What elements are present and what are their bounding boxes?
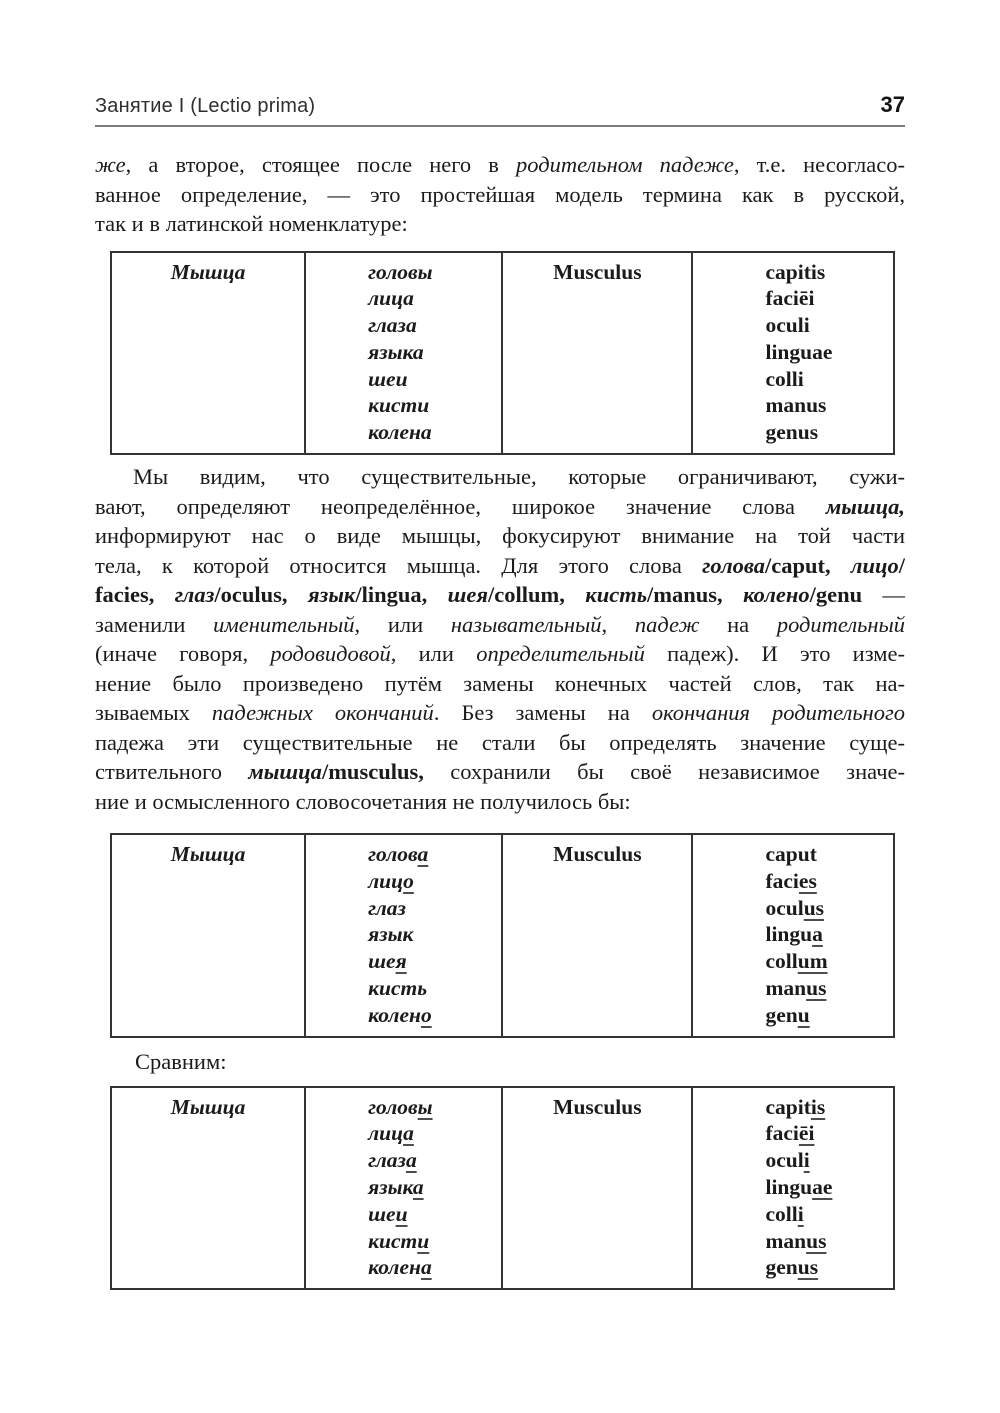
text-segment: падежных окончаний [211,700,434,726]
latin-words-cell [691,835,892,1036]
term-word [765,948,892,975]
text-segment: , [601,611,635,637]
latin-words-cell [691,253,892,454]
term-word [368,259,501,286]
text-segment: определительный [476,641,645,667]
text-segment: , т.е. несогласо- [733,152,905,177]
word-stem: кист [368,1228,418,1253]
term-word [765,1120,892,1147]
term-word [368,1120,501,1147]
term-word [368,1147,501,1174]
column-header: Мышца [170,259,246,284]
word-stem: faci [765,868,799,893]
text-segment: на [699,611,777,637]
text-segment: ние и осмысленного словосочетания не получилось бы: [95,788,631,814]
text-line [95,610,905,640]
term-word [368,1094,501,1121]
text-segment: , или [354,611,451,637]
term-word [368,285,501,312]
text-segment: информируют нас о виде мышцы, фокусируют внимание на той части [95,523,905,549]
text-line [95,551,905,581]
word-stem: lingu [765,922,813,947]
word-stem: шеи [368,366,408,391]
word-ending-underlined: а [412,1175,424,1200]
text-segment: /genu [809,582,863,608]
text-line [95,462,905,492]
text-segment: родительный [776,611,906,637]
term-word [765,895,892,922]
term-word [368,419,501,446]
russian-words-cell [304,253,503,454]
term-word [765,259,892,286]
word-ending-underlined: о [403,868,414,893]
term-word [368,339,501,366]
term-word [765,1094,892,1121]
page-number: 37 [880,92,905,117]
text-segment: /oculus, [214,582,288,608]
term-word [765,285,892,312]
text-segment: сохранили бы своё независимое значе- [423,759,905,785]
text-segment: шея [447,582,488,608]
text-segment [831,553,851,578]
word-ending-underlined: а [405,1148,417,1173]
word-stem: coll [765,1201,798,1226]
text-line [95,521,905,551]
text-line [95,757,905,787]
word-ending-underlined: us [806,1228,827,1253]
word-stem: faciēi [765,286,815,311]
word-stem: ocul [765,1148,804,1173]
term-word [765,312,892,339]
term-word [765,1174,892,1201]
word-stem: колен [368,1255,421,1280]
word-stem: ше [368,949,396,974]
word-ending-underlined: и [395,1201,408,1226]
word-stem: coll [765,949,798,974]
column-header: Musculus [553,259,642,284]
word-stem: manus [765,393,827,418]
term-word [765,366,892,393]
text-segment: так и в латинской номенклатуре: [95,211,408,236]
text-segment: падеж [634,611,700,637]
text-segment: зываемых [95,700,212,726]
word-ending-underlined: us [803,895,825,920]
word-stem: man [765,976,807,1001]
word-stem: глаза [368,313,417,338]
text-segment: лицо [850,552,899,578]
text-line [95,209,905,239]
text-segment: заменили [95,611,214,637]
word-stem: gen [765,1002,798,1027]
text-line [95,698,905,728]
russian-words-cell [304,1088,503,1289]
word-stem: caput [765,842,817,867]
word-stem: faci [765,1121,799,1146]
word-ending-underlined: a [812,922,823,947]
word-ending-underlined: um [797,949,828,974]
column-header: Musculus [553,1094,642,1119]
text-segment: падеж). И это изме- [644,641,906,667]
term-word [765,868,892,895]
term-word [368,392,501,419]
word-stem: linguae [765,339,833,364]
word-ending-underlined: ae [812,1175,833,1200]
word-ending-underlined: я [395,949,407,974]
term-word [765,419,892,446]
word-stem: ocul [765,895,804,920]
table-nominative-terms [110,833,895,1038]
text-segment: мышца [248,759,322,785]
word-stem: язык [368,922,414,947]
text-segment [288,582,308,607]
text-segment [427,582,447,607]
word-stem: capitis [765,259,826,284]
text-line [95,669,905,699]
term-word [765,392,892,419]
term-word [368,841,501,868]
word-ending-underlined: ы [417,1094,433,1119]
word-stem: головы [368,259,433,284]
text-segment: именительный [213,611,355,637]
text-segment [154,582,174,607]
term-word [765,1002,892,1029]
russian-header-cell [112,835,304,1036]
word-ending-underlined: i [803,1148,810,1173]
paragraph-intro [95,150,905,239]
word-stem: capit [765,1094,811,1119]
page-header [95,92,905,127]
text-segment: падежа эти существительные не стали бы определять значение суще- [95,729,905,755]
word-ending-underlined: ēi [798,1121,815,1146]
latin-header-cell [503,253,691,454]
word-stem: глаз [368,1148,406,1173]
text-line [95,150,905,180]
text-segment: же [95,152,126,177]
text-segment: вают, определяют неопределённое, широкое значение слова [95,493,826,519]
column-header: Мышца [170,1094,246,1119]
term-word [368,1228,501,1255]
term-word [368,312,501,339]
word-stem: языка [368,339,424,364]
text-segment: /musculus, [321,759,424,785]
word-ending-underlined: и [417,1228,430,1253]
term-word [765,841,892,868]
russian-words-cell [304,835,503,1036]
word-stem: lingu [765,1175,813,1200]
word-ending-underlined: а [403,1121,414,1146]
text-segment: . Без замены на [433,700,652,726]
running-title: Занятие I (Lectio prima) [95,95,316,117]
term-word [765,1147,892,1174]
term-word [765,339,892,366]
text-segment: тела, к которой относится мышца. Для этого слова [95,552,703,578]
word-stem: лица [368,286,414,311]
text-line [95,728,905,758]
word-ending-underlined: о [420,1002,432,1027]
text-line [95,492,905,522]
word-ending-underlined: es [798,868,817,893]
text-segment: родовидовой [270,641,391,667]
text-segment: ванное определение, — это простейшая модель термина как в русской, [95,181,905,207]
word-stem: глаз [368,895,406,920]
latin-header-cell [503,1088,691,1289]
term-word [765,1228,892,1255]
russian-header-cell [112,1088,304,1289]
text-segment: глаз [174,582,215,608]
text-segment: facies, [95,582,155,608]
compare-label: Сравним: [135,1048,227,1074]
word-stem: колена [368,420,432,445]
text-line [95,180,905,210]
word-ending-underlined: а [417,842,429,867]
word-stem: кисти [368,393,430,418]
term-word [368,868,501,895]
text-segment: /lingua, [355,582,428,608]
text-segment: окончания родительного [651,700,906,726]
word-stem: ше [368,1201,396,1226]
term-word [765,1254,892,1281]
paragraph-main [95,462,905,816]
text-segment: колено [743,582,810,608]
russian-header-cell [112,253,304,454]
text-segment: родительном падеже [516,152,734,177]
text-segment: язык [307,582,356,608]
text-segment: мышца, [825,493,905,519]
text-line [95,787,905,817]
term-word [368,975,501,1002]
word-stem: лиц [368,868,404,893]
text-segment: /caput, [765,552,831,578]
term-word [368,1201,501,1228]
term-word [368,948,501,975]
text-segment [723,582,743,607]
text-segment: / [898,552,906,578]
word-ending-underlined: а [420,1255,432,1280]
word-stem: кисть [368,976,428,1001]
term-word [368,1254,501,1281]
latin-header-cell [503,835,691,1036]
text-segment: /manus, [647,582,723,608]
word-stem: man [765,1228,807,1253]
table-genitive-underlined [110,1086,895,1291]
term-word [368,1174,501,1201]
text-segment: /collum, [488,582,565,608]
term-word [765,1201,892,1228]
column-header: Musculus [553,842,642,867]
term-word [368,1002,501,1029]
word-ending-underlined: us [806,976,827,1001]
word-stem: лиц [368,1121,404,1146]
text-segment: голова [702,552,766,578]
text-segment: — [862,582,906,608]
word-stem: oculi [765,313,810,338]
word-stem: голов [368,1094,418,1119]
word-ending-underlined: us [797,1255,819,1280]
word-stem: голов [368,842,418,867]
word-ending-underlined: u [797,1002,810,1027]
table-genitive-terms [110,251,895,456]
word-stem: genus [765,420,819,445]
word-ending-underlined: is [810,1094,826,1119]
term-word [368,366,501,393]
text-line [95,580,905,610]
text-line [95,639,905,669]
text-segment: ствительного [95,759,249,785]
term-word [765,975,892,1002]
term-word [765,921,892,948]
latin-words-cell [691,1088,892,1289]
text-segment: Мы видим, что существительные, которые ограничивают, сужи- [133,464,905,490]
column-header: Мышца [170,842,246,867]
text-segment: (иначе говоря, [95,641,271,667]
word-stem: язык [368,1175,413,1200]
text-segment: , а второе, стоящее после него в [125,152,517,177]
text-segment: , или [390,641,477,667]
term-word [368,895,501,922]
term-word [368,921,501,948]
word-stem: gen [765,1255,798,1280]
word-stem: колен [368,1002,421,1027]
text-segment [565,582,585,607]
text-segment: нение было произведено путём замены конечных частей слов, так на- [95,670,905,696]
word-ending-underlined: i [797,1201,804,1226]
word-stem: colli [765,366,804,391]
text-segment: назывательный [450,611,602,637]
text-segment: кисть [585,582,647,608]
